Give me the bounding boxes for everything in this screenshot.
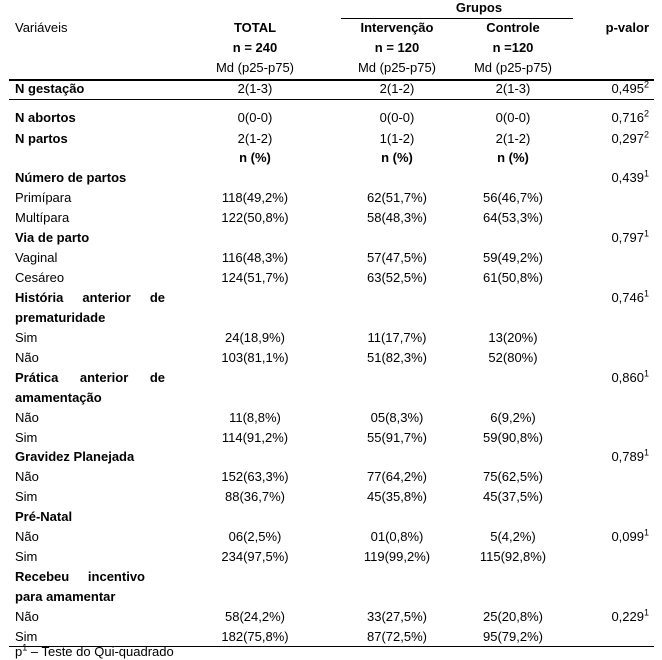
- row-label: Multípara: [15, 210, 70, 225]
- table-header: [9, 0, 654, 80]
- total-value: 11(8,8%): [229, 410, 281, 425]
- section-title: Pré-Natal: [15, 509, 73, 524]
- row-label: Não: [15, 350, 39, 365]
- p-value: 0,495$^2$: [611, 79, 649, 96]
- intervention-value: 62(51,7%): [367, 190, 427, 205]
- row-label: Primípara: [15, 190, 72, 205]
- table-row: [9, 467, 654, 487]
- total-value: 124(51,7%): [221, 270, 289, 285]
- section-header: [9, 228, 654, 248]
- control-value: 52(80%): [488, 350, 538, 365]
- total-value: 122(50,8%): [221, 210, 289, 225]
- total-value: 116(48,3%): [221, 250, 289, 265]
- intervention-n: n = 120: [374, 40, 420, 55]
- table-row: [9, 208, 654, 228]
- p-value: 0,099$^1$: [611, 527, 649, 544]
- section-title: Gravidez Planejada: [15, 449, 135, 464]
- row-label: Sim: [15, 549, 38, 564]
- control-header: Controle: [486, 20, 540, 35]
- intervention-value: 63(52,5%): [367, 270, 427, 285]
- p-value: 0,789$^1$: [611, 447, 649, 464]
- control-value: 45(37,5%): [483, 489, 543, 504]
- section-title: Número de partos: [15, 170, 127, 185]
- control-value: 13(20%): [488, 330, 538, 345]
- row-label: N abortos: [15, 110, 76, 125]
- total-value: 2(1-3): [237, 81, 273, 96]
- total-value: 114(91,2%): [221, 430, 289, 445]
- control-value: 6(9,2%): [490, 410, 536, 425]
- section-title: Via de parto: [15, 230, 90, 245]
- intervention-header: Intervenção: [360, 20, 434, 35]
- intervention-value: 05(8,3%): [370, 410, 424, 425]
- total-value: 0(0-0): [237, 110, 273, 125]
- table-row: [9, 348, 654, 368]
- section-title-line2: para amamentar: [15, 589, 116, 604]
- control-value: 56(46,7%): [483, 190, 543, 205]
- control-value: 2(1-2): [495, 131, 531, 146]
- intervention-value: 119(99,2%): [363, 549, 431, 564]
- total-value: 88(36,7%): [225, 489, 285, 504]
- total-percent-header: n (%): [239, 150, 271, 165]
- control-value: 25(20,8%): [483, 609, 543, 624]
- row-label: Sim: [15, 629, 38, 644]
- footnote: $p^1$ – Teste do Qui-quadrado: [15, 642, 174, 659]
- control-percent-header: n (%): [497, 150, 529, 165]
- table-row: [9, 79, 654, 99]
- total-n: n = 240: [232, 40, 278, 55]
- section-title: História anterior de: [15, 290, 165, 305]
- p-value: 0,797$^1$: [611, 228, 649, 245]
- table-row: [9, 268, 654, 288]
- intervention-value: 57(47,5%): [367, 250, 427, 265]
- intervention-value: 77(64,2%): [367, 469, 427, 484]
- section-header: [9, 507, 654, 527]
- total-stat: Md (p25-p75): [215, 60, 295, 75]
- section-title: Prática anterior de: [15, 370, 165, 385]
- section-header: [9, 447, 654, 467]
- total-value: 2(1-2): [237, 131, 273, 146]
- total-value: 103(81,1%): [221, 350, 289, 365]
- control-value: 0(0-0): [495, 110, 531, 125]
- table-row: [9, 328, 654, 348]
- control-value: 5(4,2%): [490, 529, 536, 544]
- table-row: [9, 487, 654, 507]
- p-value: 0,716$^2$: [611, 108, 649, 125]
- intervention-value: 0(0-0): [379, 110, 415, 125]
- control-value: 2(1-3): [495, 81, 531, 96]
- section-header: [9, 288, 654, 328]
- section-header: [9, 567, 654, 607]
- row-label: Vaginal: [15, 250, 58, 265]
- intervention-value: 01(0,8%): [370, 529, 424, 544]
- row-label: N gestação: [15, 81, 85, 96]
- p-value: 0,746$^1$: [611, 288, 649, 305]
- intervention-value: 11(17,7%): [367, 330, 427, 345]
- control-value: 59(90,8%): [483, 430, 543, 445]
- p-value: 0,439$^1$: [611, 168, 649, 185]
- total-value: 58(24,2%): [225, 609, 285, 624]
- total-value: 234(97,5%): [221, 549, 289, 564]
- table-row: [9, 248, 654, 268]
- row-label: Cesáreo: [15, 270, 65, 285]
- table-row: [9, 408, 654, 428]
- variables-header: Variáveis: [15, 20, 68, 35]
- intervention-percent-header: n (%): [381, 150, 413, 165]
- table-row: [9, 547, 654, 567]
- total-value: 06(2,5%): [228, 529, 282, 544]
- row-label: Não: [15, 609, 39, 624]
- table-row: [9, 428, 654, 448]
- control-value: 115(92,8%): [479, 549, 547, 564]
- total-value: 152(63,3%): [221, 469, 289, 484]
- intervention-value: 58(48,3%): [367, 210, 427, 225]
- p-value: 0,297$^2$: [611, 129, 649, 146]
- total-header: TOTAL: [233, 20, 277, 35]
- total-value: 182(75,8%): [221, 629, 289, 644]
- intervention-value: 87(72,5%): [367, 629, 427, 644]
- control-stat: Md (p25-p75): [473, 60, 553, 75]
- percent-header-row: [9, 148, 654, 168]
- section-header: [9, 168, 654, 188]
- row-label: Sim: [15, 330, 38, 345]
- control-value: 59(49,2%): [483, 250, 543, 265]
- pvalue-header: p-valor: [605, 20, 649, 35]
- table-row: [9, 188, 654, 208]
- control-value: 61(50,8%): [483, 270, 543, 285]
- intervention-value: 1(1-2): [379, 131, 415, 146]
- section-title: Recebeu incentivo: [15, 569, 145, 584]
- row-rule: [9, 99, 654, 100]
- row-label: Não: [15, 529, 39, 544]
- section-title-line2: amamentação: [15, 390, 102, 405]
- total-value: 118(49,2%): [221, 190, 289, 205]
- control-n: n =120: [492, 40, 534, 55]
- groups-label: Grupos: [455, 0, 503, 15]
- control-value: 95(79,2%): [483, 629, 543, 644]
- row-label: Sim: [15, 489, 38, 504]
- table-row: [9, 108, 654, 128]
- row-label: Não: [15, 469, 39, 484]
- intervention-value: 2(1-2): [379, 81, 415, 96]
- intervention-value: 55(91,7%): [367, 430, 427, 445]
- section-title-line2: prematuridade: [15, 310, 106, 325]
- intervention-value: 33(27,5%): [367, 609, 427, 624]
- row-label: Não: [15, 410, 39, 425]
- total-value: 24(18,9%): [225, 330, 285, 345]
- row-label: N partos: [15, 131, 68, 146]
- control-value: 75(62,5%): [483, 469, 543, 484]
- intervention-value: 51(82,3%): [367, 350, 427, 365]
- table-row: [9, 129, 654, 149]
- intervention-stat: Md (p25-p75): [357, 60, 437, 75]
- section-header: [9, 368, 654, 408]
- intervention-value: 45(35,8%): [367, 489, 427, 504]
- p-value: 0,229$^1$: [611, 607, 649, 624]
- table-row: [9, 607, 654, 627]
- p-value: 0,860$^1$: [611, 368, 649, 385]
- control-value: 64(53,3%): [483, 210, 543, 225]
- table-row: [9, 527, 654, 547]
- row-label: Sim: [15, 430, 38, 445]
